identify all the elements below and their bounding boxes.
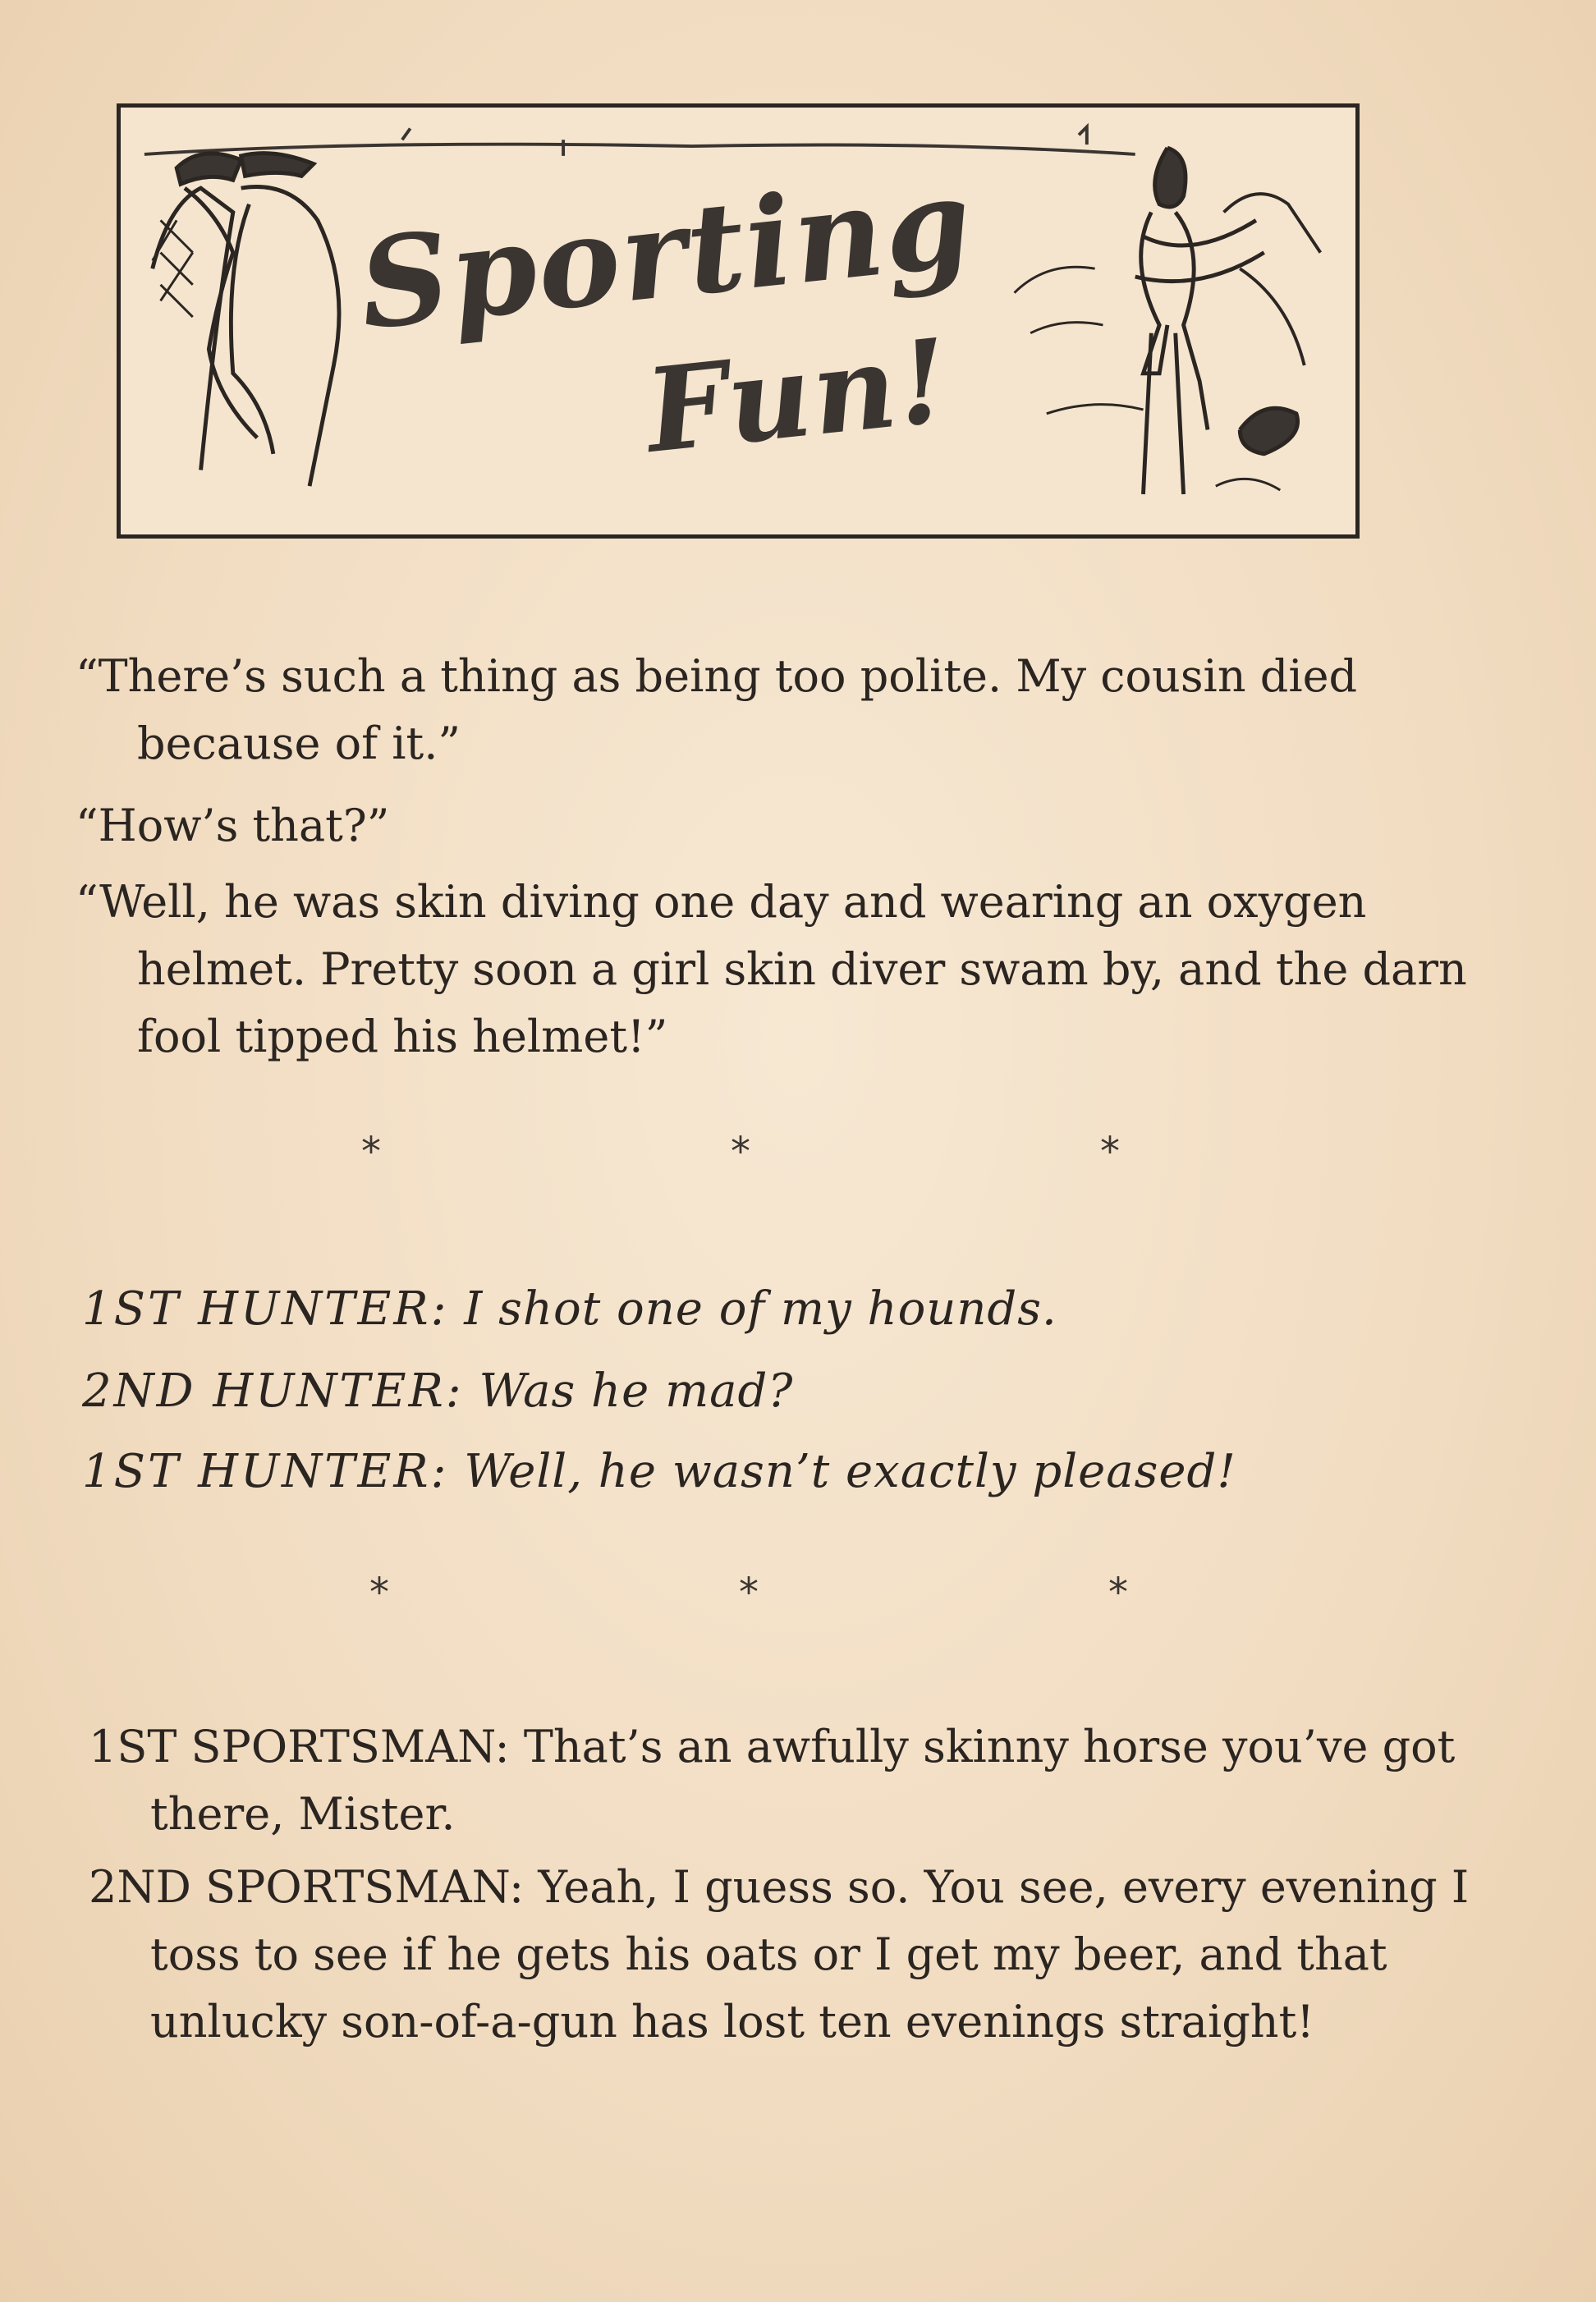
separator-star: * (1100, 1129, 1120, 1175)
joke3-line2 (89, 1854, 1497, 2056)
header-title-line1: Sporting (352, 149, 979, 358)
separator-star: * (369, 1570, 389, 1616)
dialogue-text: I shot one of my hounds. (464, 1282, 1057, 1336)
joke2-line1 (82, 1277, 1429, 1342)
header-illustration-box (117, 103, 1360, 539)
joke3-line1 (89, 1713, 1497, 1848)
speaker-label: 1ST HUNTER: (82, 1445, 449, 1498)
separator-star: * (1108, 1570, 1128, 1616)
speaker-label: 1ST HUNTER: (82, 1282, 449, 1336)
header-title-line2: Fun! (640, 314, 956, 479)
speaker-label: 2ND SPORTSMAN: (89, 1861, 525, 1913)
separator-star: * (731, 1129, 750, 1175)
dialogue-text: Well, he wasn’t exactly pleased! (464, 1445, 1236, 1498)
joke2-line3 (82, 1439, 1429, 1505)
hunters-figures (153, 154, 339, 487)
joke1-line2: “How’s that?” (76, 800, 390, 851)
joke1-line1: “There’s such a thing as being too polite. My cousin died because of it.” (76, 650, 1358, 769)
separator-star: * (739, 1570, 759, 1616)
separator-1 (0, 1129, 1596, 1178)
separator-star: * (361, 1129, 381, 1175)
woman-golfer-figure (1015, 148, 1321, 494)
dialogue-text: That’s an awfully skinny horse you’ve got there, Mister. (150, 1721, 1456, 1840)
joke1-line3: “Well, he was skin diving one day and wearing an oxygen helmet. Pretty soon a girl skin diver swam by, and the darn fool tipped his helmet!” (76, 876, 1467, 1062)
joke2-line2 (82, 1359, 1429, 1424)
dialogue-text: Was he mad? (479, 1364, 794, 1418)
speaker-label: 2ND HUNTER: (82, 1364, 464, 1418)
dialogue-text: Yeah, I guess so. You see, every evening I toss to see if he gets his oats or I get my beer, and that unlucky son-of-a-gun has lost ten evenings straight! (150, 1861, 1470, 2047)
separator-2 (0, 1570, 1596, 1619)
speaker-label: 1ST SPORTSMAN: (89, 1721, 510, 1772)
